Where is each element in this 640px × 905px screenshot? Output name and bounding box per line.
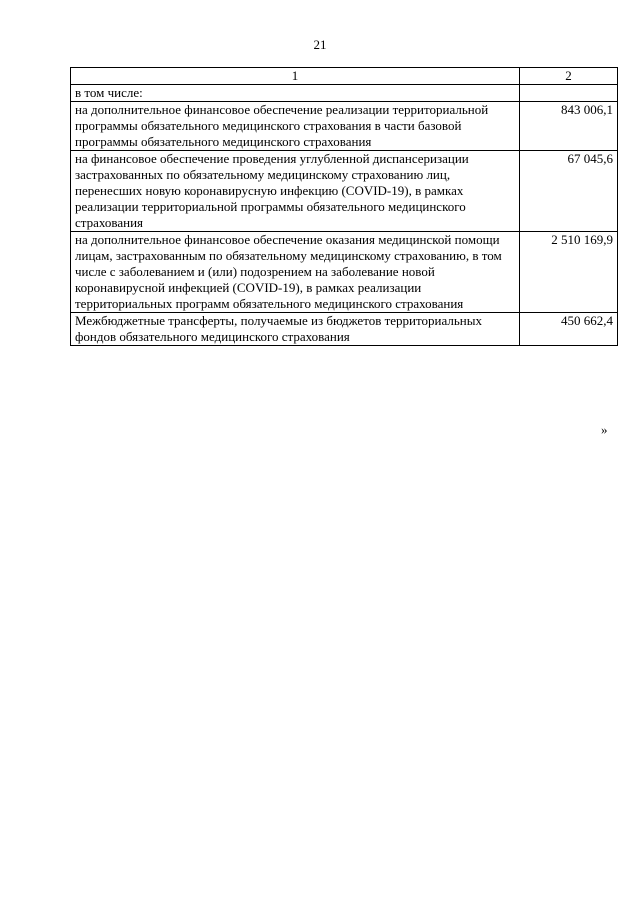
- row-value: 843 006,1: [520, 102, 618, 151]
- row-value: [520, 85, 618, 102]
- table-row: [71, 151, 618, 232]
- closing-quote: »: [601, 422, 608, 437]
- row-value: 67 045,6: [520, 151, 618, 232]
- row-value: 450 662,4: [520, 313, 618, 346]
- table-row: [71, 102, 618, 151]
- row-description: на финансовое обеспечение проведения углубленной диспансеризации застрахованных по обязательному медицинскому страхованию лиц, перенесших новую коронавирусную инфекцию (COVID-19), в рамках реализации территориальной программы обязательного медицинского страхования: [71, 151, 520, 232]
- budget-table: [70, 67, 618, 346]
- table-row: [71, 232, 618, 313]
- table-row: [71, 313, 618, 346]
- row-description: на дополнительное финансовое обеспечение оказания медицинской помощи лицам, застрахованным по обязательному медицинскому страхованию, в том числе с заболеванием и (или) подозрением на заболевание новой коронавирусной инфекцией (COVID-19), в рамках реализации территориальных программ обязательного медицинского страхования: [71, 232, 520, 313]
- row-description: на дополнительное финансовое обеспечение реализации территориальной программы обязательного медицинского страхования в части базовой программы обязательного медицинского страхования: [71, 102, 520, 151]
- table-header-row: [71, 68, 618, 85]
- table-row: [71, 85, 618, 102]
- column-header-2: 2: [520, 68, 618, 85]
- row-description: Межбюджетные трансферты, получаемые из бюджетов территориальных фондов обязательного медицинского страхования: [71, 313, 520, 346]
- column-header-1: 1: [71, 68, 520, 85]
- page-number: 21: [313, 37, 327, 52]
- row-description: в том числе:: [71, 85, 520, 102]
- row-value: 2 510 169,9: [520, 232, 618, 313]
